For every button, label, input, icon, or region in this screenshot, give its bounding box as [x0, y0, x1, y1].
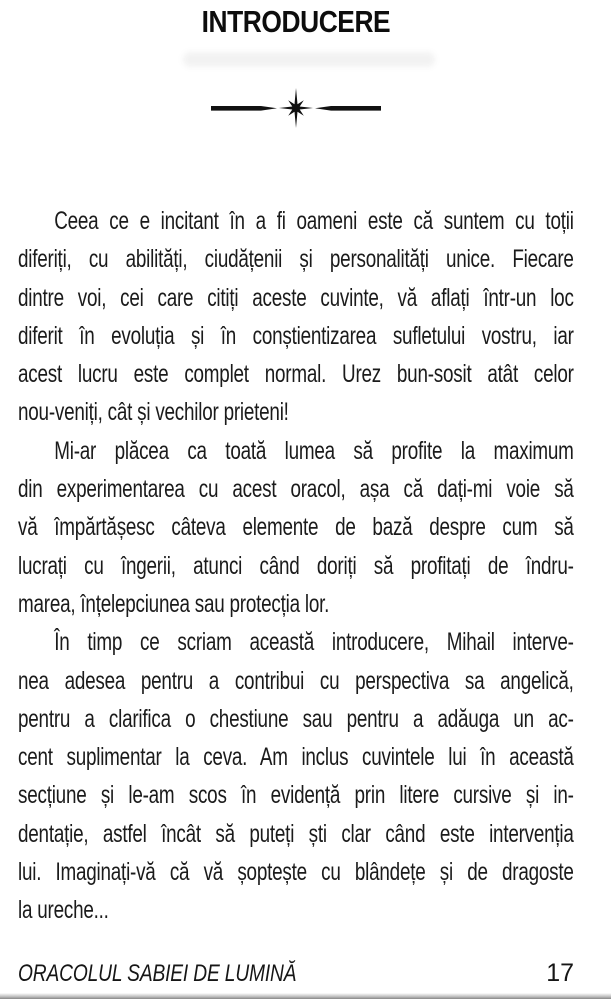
text-line: secțiune și le-am scos în evidență prin litere cursive și in- — [18, 781, 574, 810]
text-line: din experimentarea cu acest oracol, așa că dați-mi voie să — [18, 475, 574, 504]
text-line: nea adesea pentru a contribui cu perspectiva sa angelică, — [18, 666, 574, 695]
text-line: În timp ce scriam această introducere, Mihail interve- — [54, 628, 574, 657]
text-line: diferiți, cu abilități, ciudățenii și personalități unice. Fiecare — [18, 245, 574, 274]
text-line: lui. Imaginați-vă că vă șoptește cu blândețe și de dragoste — [18, 858, 574, 887]
text-line: pentru a clarifica o chestiune sau pentru a adăuga un ac- — [18, 704, 574, 733]
sparkle-star-divider-icon — [211, 86, 381, 130]
page-bleed-artifact — [183, 52, 435, 67]
text-line: acest lucru este complet normal. Urez bun-sosit atât celor — [18, 360, 574, 389]
page-bottom-edge — [0, 993, 611, 999]
text-line: Mi-ar plăcea ca toată lumea să profite la maximum — [54, 436, 574, 465]
divider-left-rule — [211, 106, 277, 111]
page-title: INTRODUCERE — [201, 4, 391, 39]
text-line: cent suplimentar la ceva. Am inclus cuvintele lui în această — [18, 743, 574, 772]
text-line: dentație, astfel încât să puteți ști clar când este intervenția — [18, 819, 574, 848]
divider-right-rule — [315, 106, 381, 111]
footer-book-title: ORACOLUL SABIEI DE LUMINĂ — [18, 960, 297, 987]
text-line: la ureche... — [18, 896, 109, 925]
text-line: dintre voi, cei care citiți aceste cuvinte, vă aflați într-un loc — [18, 283, 574, 312]
text-line: marea, înțelepciunea sau protecția lor. — [18, 589, 330, 618]
text-line: diferit în evoluția și în conștientizarea sufletului vostru, iar — [18, 321, 574, 350]
footer-page-number: 17 — [546, 959, 574, 987]
body-text — [18, 202, 574, 930]
text-line: vă împărtășesc câteva elemente de bază despre cum să — [18, 513, 574, 542]
sparkle-star-icon — [279, 88, 313, 128]
text-line: nou-veniți, cât și vechilor prieteni! — [18, 398, 289, 427]
footer — [18, 959, 574, 988]
text-line: Ceea ce e incitant în a fi oameni este că suntem cu toții — [54, 207, 574, 235]
text-line: lucrați cu îngerii, atunci când doriți să profitați de îndru- — [18, 551, 574, 580]
chapter-title-row — [18, 4, 574, 40]
